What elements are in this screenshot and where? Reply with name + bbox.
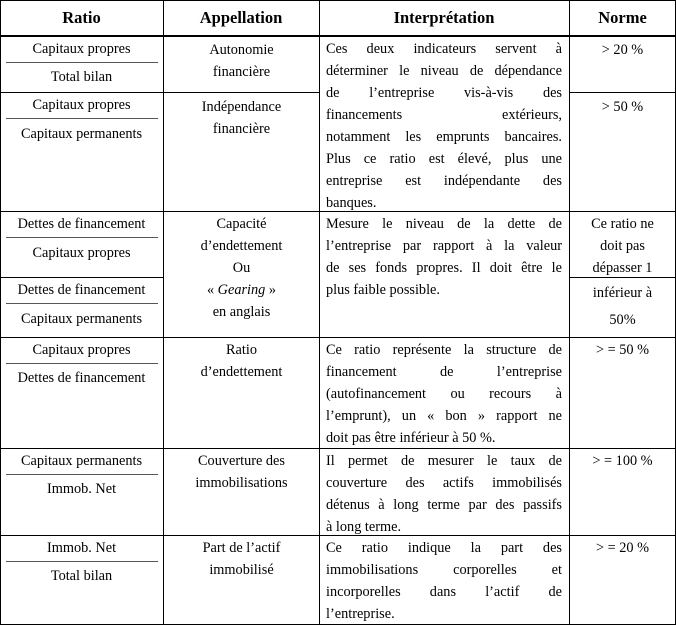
- appellation-cell: [164, 450, 319, 494]
- interpretation-line: Mesure le niveau de la dette de: [326, 216, 562, 232]
- norme-line: 50%: [609, 312, 636, 328]
- appellation-line: « Gearing »: [206, 282, 277, 298]
- appellation-line: Part de l’actif: [202, 540, 281, 556]
- ratio-numerator: Dettes de financement: [17, 282, 146, 298]
- interpretation-line: de ses fonds propres. Il doit être le: [326, 260, 562, 276]
- interpretation-line: l’entreprise par rapport à la valeur: [326, 238, 562, 254]
- interpretation-line: immobilisations corporelles et: [326, 562, 562, 578]
- ratio-denominator: Capitaux permanents: [20, 126, 143, 142]
- ratio-denominator: Total bilan: [50, 568, 113, 584]
- ratio-numerator: Capitaux propres: [32, 342, 131, 358]
- appellation-line: Couverture des: [198, 453, 285, 469]
- interpretation-line: financements extérieurs,: [326, 107, 562, 123]
- interpretation-line: couverture des actifs immobilisés: [326, 475, 562, 491]
- ratio-denominator: Immob. Net: [46, 481, 117, 497]
- interpretation-line: déterminer le niveau de dépendance: [326, 63, 562, 79]
- ratio-denominator: Dettes de financement: [17, 370, 146, 386]
- interpretation-line: à long terme.: [326, 519, 402, 535]
- appellation-separator: [163, 92, 319, 93]
- norme-value: [570, 213, 675, 279]
- interpretation-line: détenus à long terme par des passifs: [326, 497, 562, 513]
- interpretation-line: Plus ce ratio est élevé, plus une: [326, 151, 562, 167]
- interpretation-line: entreprise est indépendante des: [326, 173, 562, 189]
- interpretation-cell: [326, 213, 562, 301]
- norme-value: > = 100 %: [592, 453, 653, 469]
- ratio-separator: [0, 92, 163, 93]
- ratio-numerator: Immob. Net: [46, 540, 117, 556]
- interpretation-line: Il permet de mesurer le taux de: [326, 453, 562, 469]
- interpretation-cell: [326, 339, 562, 449]
- appellation-line: d’endettement: [200, 364, 283, 380]
- interpretation-line: l’emprunt), un « bon » rapport ne: [326, 408, 562, 424]
- header-separator: [0, 35, 676, 37]
- norme-value: [570, 280, 675, 334]
- fraction-bar: [6, 62, 158, 63]
- appellation-line: financière: [212, 64, 271, 80]
- appellation-line: immobilisé: [209, 562, 274, 578]
- appellation-line: immobilisations: [195, 475, 288, 491]
- interpretation-line: Ces deux indicateurs servent à: [326, 41, 562, 57]
- fraction-bar: [6, 118, 158, 119]
- interpretation-line: de l’entreprise vis-à-vis des: [326, 85, 562, 101]
- interpretation-line: notamment les emprunts bancaires.: [326, 129, 562, 145]
- appellation-cell: [164, 213, 319, 323]
- interpretation-line: (autofinancement ou recours à: [326, 386, 562, 402]
- header-interpretation: Interprétation: [393, 7, 495, 27]
- interpretation-line: l’entreprise.: [326, 606, 395, 622]
- fraction-bar: [6, 474, 158, 475]
- column-separator: [319, 0, 320, 625]
- table-border-top: [0, 0, 676, 1]
- norme-line: dépasser 1: [592, 260, 653, 276]
- interpretation-line: Ce ratio représente la structure de: [326, 342, 562, 358]
- interpretation-line: doit pas être inférieur à 50 %.: [326, 430, 496, 446]
- appellation-line: d’endettement: [200, 238, 283, 254]
- appellation-cell: [164, 339, 319, 383]
- appellation-cell: [164, 39, 319, 83]
- interpretation-line: incorporelles dans l’actif de: [326, 584, 562, 600]
- interpretation-cell: [326, 38, 562, 214]
- appellation-line: Ratio: [226, 342, 257, 358]
- norme-value: > = 50 %: [595, 342, 650, 358]
- fraction-bar: [6, 561, 158, 562]
- fraction-bar: [6, 303, 158, 304]
- interpretation-line: Ce ratio indique la part des: [326, 540, 562, 556]
- appellation-line: Capacité: [216, 216, 267, 232]
- ratio-numerator: Capitaux propres: [32, 41, 131, 57]
- fraction-bar: [6, 237, 158, 238]
- appellation-cell: [164, 96, 319, 140]
- norme-line: doit pas: [600, 238, 645, 254]
- ratio-separator: [0, 277, 163, 278]
- header-appellation: Appellation: [199, 7, 283, 27]
- appellation-cell: [164, 537, 319, 581]
- ratio-denominator: Total bilan: [50, 69, 113, 85]
- appellation-line: Ou: [232, 260, 251, 276]
- ratio-numerator: Dettes de financement: [17, 216, 146, 232]
- norme-value: > 50 %: [601, 99, 644, 115]
- norme-value: > = 20 %: [595, 540, 650, 556]
- ratio-denominator: Capitaux propres: [32, 245, 131, 261]
- norme-line: Ce ratio ne: [591, 216, 654, 232]
- appellation-line: en anglais: [212, 304, 271, 320]
- interpretation-line: financement de l’entreprise: [326, 364, 562, 380]
- norme-value: > 20 %: [601, 42, 644, 58]
- interpretation-line: plus faible possible.: [326, 282, 440, 298]
- appellation-line: financière: [212, 121, 271, 137]
- ratio-numerator: Capitaux permanents: [20, 453, 143, 469]
- norme-line: inférieur à: [592, 285, 653, 301]
- interpretation-cell: [326, 450, 562, 538]
- row-separator: [0, 337, 676, 338]
- interpretation-line: banques.: [326, 195, 377, 211]
- fraction-bar: [6, 363, 158, 364]
- interpretation-cell: [326, 537, 562, 625]
- appellation-line: Indépendance: [201, 99, 282, 115]
- ratio-numerator: Capitaux propres: [32, 97, 131, 113]
- ratio-denominator: Capitaux permanents: [20, 311, 143, 327]
- norme-separator: [569, 92, 676, 93]
- appellation-line: Autonomie: [209, 42, 274, 58]
- header-norme: Norme: [598, 7, 647, 27]
- header-ratio: Ratio: [62, 7, 101, 27]
